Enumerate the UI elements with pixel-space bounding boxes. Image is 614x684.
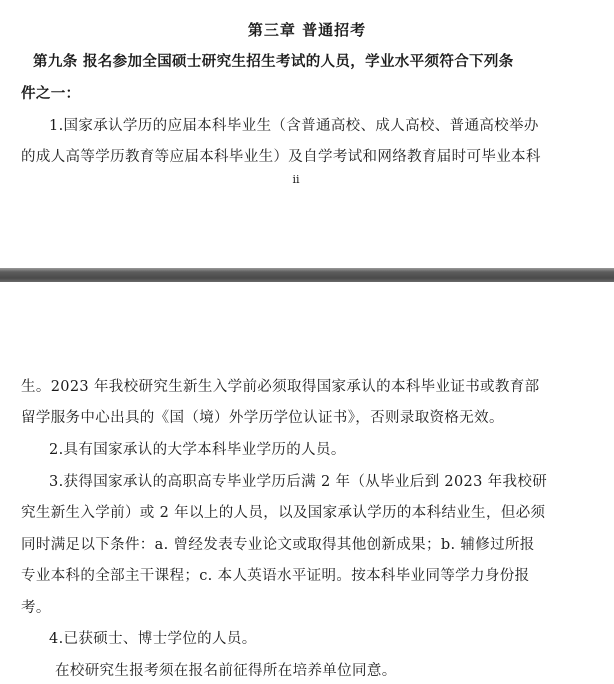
item-3-line-2: 究生新生入学前）或 2 年以上的人员，以及国家承认学历的本科结业生，但必须 — [21, 505, 546, 521]
text-line: 留学服务中心出具的《国（境）外学历学位认证书》，否则录取资格无效。 — [21, 410, 504, 426]
article-heading-line-2: 件之一： — [21, 85, 81, 102]
item-3-line-4: 专业本科的全部主干课程；c. 本人英语水平证明。按本科毕业同等学力身份报 — [21, 568, 530, 584]
article-heading-line-1: 第九条 报名参加全国硕士研究生招生考试的人员，学业水平须符合下列条 — [33, 53, 514, 70]
closing-note-line: 在校研究生报考须在报名前征得所在培养单位同意。 — [55, 663, 397, 679]
item-4-line: 4.已获硕士、博士学位的人员。 — [49, 631, 257, 647]
item-3-line-1: 3.获得国家承认的高职高专毕业学历后满 2 年（从毕业后到 2023 年我校研 — [49, 474, 548, 490]
document-page-lower — [0, 282, 614, 684]
page-number: ii — [292, 173, 300, 186]
item-3-line-5: 考。 — [21, 600, 51, 616]
chapter-title: 第三章 普通招考 — [247, 21, 367, 39]
item-2-line: 2.具有国家承认的大学本科毕业学历的人员。 — [49, 442, 346, 458]
text-line: 生。2023 年我校研究生新生入学前必须取得国家承认的本科毕业证书或教育部 — [21, 379, 540, 395]
page-separator — [0, 268, 614, 282]
document-page-upper — [0, 0, 614, 268]
item-1-line-1: 1.国家承认学历的应届本科毕业生（含普通高校、成人高校、普通高校举办 — [49, 118, 539, 134]
item-3-line-3: 同时满足以下条件：a. 曾经发表专业论文或取得其他创新成果；b. 辅修过所报 — [21, 537, 535, 553]
item-1-line-2: 的成人高等学历教育等应届本科毕业生）及自学考试和网络教育届时可毕业本科 — [21, 149, 541, 165]
